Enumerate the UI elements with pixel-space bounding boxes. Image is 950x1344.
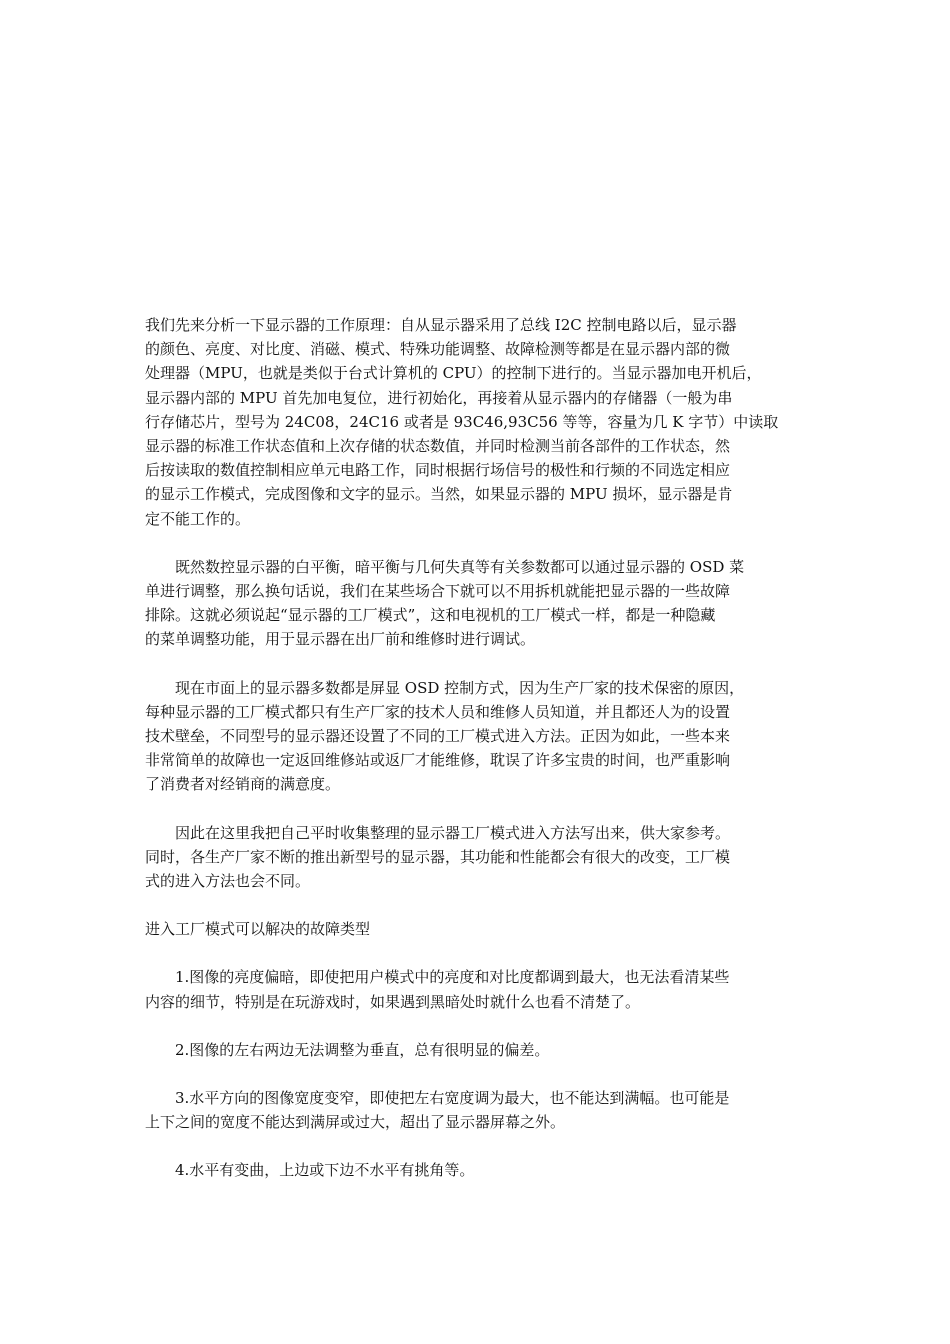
section-heading: 进入工厂模式可以解决的故障类型: [145, 920, 371, 939]
paragraph-working-principle: 我们先来分析一下显示器的工作原理：自从显示器采用了总线 I2C 控制电路以后，显示器 的颜色、亮度、对比度、消磁、模式、特殊功能调整、故障检测等都是在显示器内部的微 处理器（MPU，也就是类似于台式计算机的 CPU）的控制下进行的。当显示器加电开机后， 显示器内部的 MPU 首先加电复位，进行初始化，再接着从显示器内的存储器（一般为串 行存储芯片，型号为 24C08，24C16 或者是 93C46,93C56 等等，容量为几 K 字节）中读取 显示器的标准工作状态值和上次存储的状态数值，并同时检测当前各部件的工作状态，然 后按读取的数值控制相应单元电路工作，同时根据行场信号的极性和行频的不同选定相应 的显示工作模式，完成图像和文字的显示。当然，如果显示器的 MPU 损坏，显示器是肯 定不能工作的。: [145, 316, 779, 528]
paragraph-factory-secrecy: 现在市面上的显示器多数都是屏显 OSD 控制方式，因为生产厂家的技术保密的原因， 每种显示器的工厂模式都只有生产厂家的技术人员和维修人员知道，并且都还人为的设置 技术壁垒，不同型号的显示器还设置了不同的工厂模式进入方法。正因为如此，一些本来 非常简单的故障也一定返回维修站或返厂才能维修，耽误了许多宝贵的时间，也严重影响 了消费者对经销商的满意度。: [145, 678, 745, 794]
fault-item-3: 3.水平方向的图像宽度变窄，即使把左右宽度调为最大，也不能达到满幅。也可能是 上下之间的宽度不能达到满屏或过大，超出了显示器屏幕之外。: [145, 1089, 730, 1132]
paragraph-osd-adjustment: 既然数控显示器的白平衡，暗平衡与几何失真等有关参数都可以通过显示器的 OSD 菜 单进行调整，那么换句话说，我们在某些场合下就可以不用拆机就能把显示器的一些故障 排除。这就必须说起“显示器的工厂模式”，这和电视机的工厂模式一样，都是一种隐藏 的菜单调整功能，用于显示器在出厂前和维修时进行调试。: [145, 557, 745, 649]
document-body: [145, 313, 813, 1207]
fault-item-1: 1.图像的亮度偏暗，即使把用户模式中的亮度和对比度都调到最大，也无法看清某些 内容的细节，特别是在玩游戏时，如果遇到黑暗处时就什么也看不清楚了。: [145, 968, 730, 1011]
fault-item-4: 4.水平有变曲，上边或下边不水平有挑角等。: [175, 1161, 475, 1180]
paragraph-reference-intro: 因此在这里我把自己平时收集整理的显示器工厂模式进入方法写出来，供大家参考。 同时，各生产厂家不断的推出新型号的显示器，其功能和性能都会有很大的改变，工厂模 式的进入方法也会不同。: [145, 823, 731, 891]
fault-item-2: 2.图像的左右两边无法调整为垂直，总有很明显的偏差。: [175, 1040, 550, 1059]
